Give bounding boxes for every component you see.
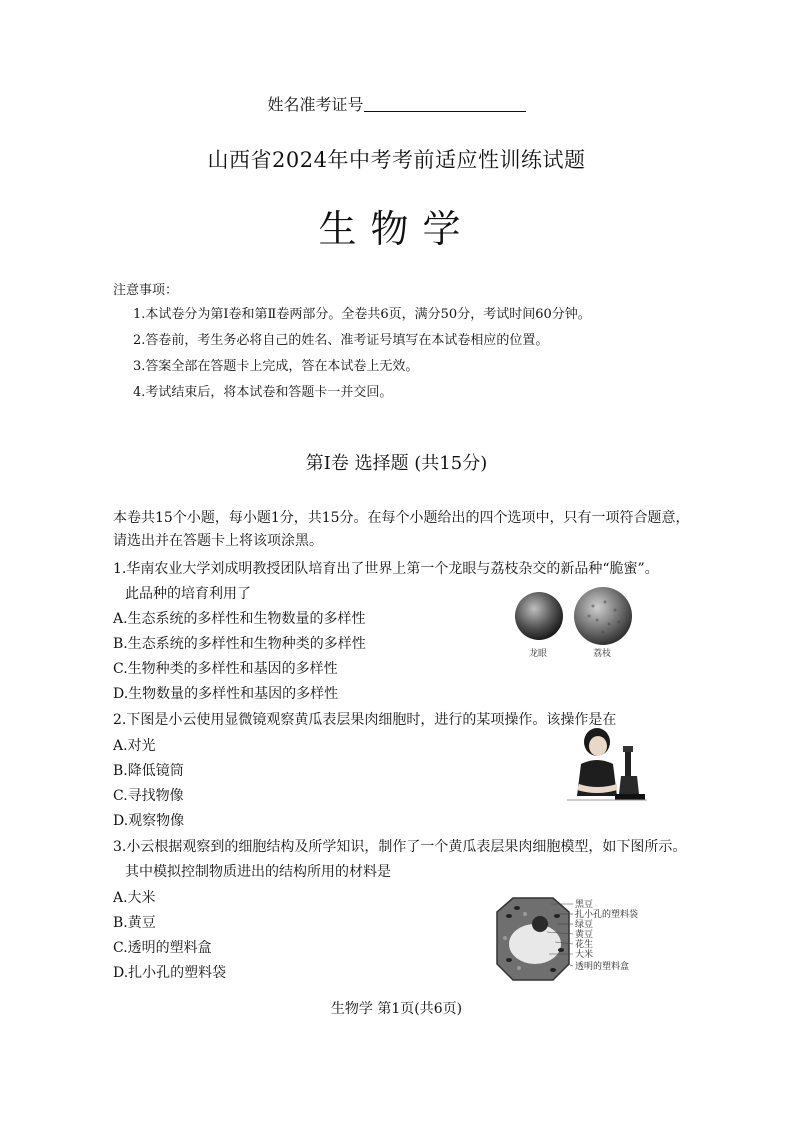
question-2-option-c: C.寻找物像 — [113, 788, 184, 804]
question-2-stem: 2.下图是小云使用显微镜观察黄瓜表层果肉细胞时，进行的某项操作。该操作是在 — [113, 712, 617, 728]
label-soybean: 黄豆 — [575, 930, 594, 940]
cell-model-figure — [495, 894, 667, 986]
label-black-bean: 黑豆 — [575, 900, 594, 910]
question-3-stem-cont: 其中模拟控制物质进出的结构所用的材料是 — [125, 864, 391, 880]
microscope-arm — [619, 776, 639, 794]
note-item: 2.答卷前，考生务必将自己的姓名、准考证号填写在本试卷相应的位置。 — [133, 333, 549, 348]
question-2-option-d: D.观察物像 — [113, 813, 185, 829]
candidate-info-line — [0, 92, 793, 115]
microscope-figure — [567, 724, 647, 806]
question-1-stem: 1.华南农业大学刘成明教授团队培育出了世界上第一个龙眼与荔枝杂交的新品种“脆蜜”。 — [113, 561, 659, 577]
question-3-option-a: A.大米 — [113, 890, 156, 906]
lychee-icon — [574, 587, 632, 645]
exam-title: 山西省2024年中考考前适应性训练试题 — [207, 148, 586, 172]
label-plastic-box: 透明的塑料盒 — [575, 962, 630, 972]
question-2-option-a: A.对光 — [113, 738, 156, 754]
lychee-label: 荔枝 — [593, 649, 612, 659]
longan-icon — [515, 592, 563, 640]
question-3-option-d: D.扎小孔的塑料袋 — [113, 965, 227, 981]
section-intro: 本卷共15个小题，每小题1分，共15分。在每个小题给出的四个选项中，只有一项符合题意，请选出并在答题卡上将该项涂黑。 — [113, 510, 690, 549]
question-2-option-b: B.降低镜筒 — [113, 763, 184, 779]
label-perforated-bag: 扎小孔的塑料袋 — [575, 910, 639, 920]
question-1-option-b: B.生态系统的多样性和生物种类的多样性 — [113, 636, 366, 652]
subject-title: 生物学 — [318, 207, 475, 251]
note-item: 3.答案全部在答题卡上完成，答在本试卷上无效。 — [133, 359, 419, 374]
section-title: 第Ⅰ卷 选择题 (共15分) — [305, 453, 488, 474]
microscope-base — [615, 794, 645, 800]
question-1-option-d: D.生物数量的多样性和基因的多样性 — [113, 686, 339, 702]
microscope-tube — [625, 750, 631, 776]
question-3-option-c: C.透明的塑料盒 — [113, 940, 212, 956]
note-item: 1.本试卷分为第Ⅰ卷和第Ⅱ卷两部分。全卷共6页，满分50分，考试时间60分钟。 — [133, 307, 591, 322]
name-blank — [364, 95, 526, 112]
question-3-option-b: B.黄豆 — [113, 915, 156, 931]
question-1-option-c: C.生物种类的多样性和基因的多样性 — [113, 661, 338, 677]
name-label: 姓名准考证号 — [267, 95, 364, 114]
longan-lychee-figure — [505, 586, 643, 662]
longan-label: 龙眼 — [529, 649, 548, 659]
nucleus-shape — [532, 916, 548, 932]
student-face — [589, 736, 607, 756]
label-rice: 大米 — [575, 950, 594, 960]
question-3-stem: 3.小云根据观察到的细胞结构及所学知识，制作了一个黄瓜表层果肉细胞模型，如下图所示。 — [113, 839, 687, 855]
question-1-option-a: A.生态系统的多样性和生物数量的多样性 — [113, 611, 366, 627]
note-item: 4.考试结束后，将本试卷和答题卡一并交回。 — [133, 385, 393, 400]
question-1-stem-cont: 此品种的培育利用了 — [125, 586, 251, 602]
page-footer: 生物学 第1页(共6页) — [330, 1001, 463, 1017]
label-mung-bean: 绿豆 — [575, 920, 594, 930]
label-peanut: 花生 — [575, 940, 594, 950]
notes-heading: 注意事项： — [113, 283, 179, 298]
